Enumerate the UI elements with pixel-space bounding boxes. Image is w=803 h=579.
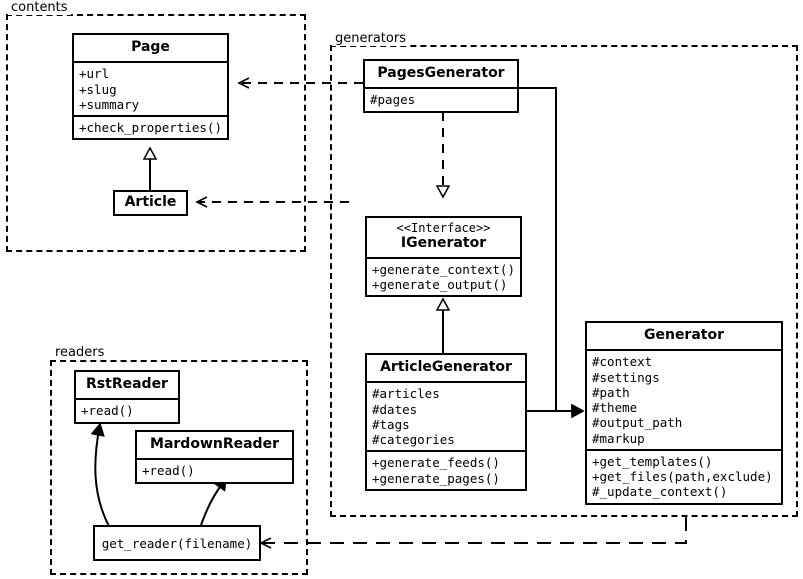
attribute: #articles [372,386,440,402]
attribute: #categories [372,432,455,448]
method: +check_properties() [79,120,222,136]
class-page[interactable] [72,33,229,140]
method: +get_files(path,exclude) [592,469,773,485]
package-contents-label: contents [8,0,71,15]
method: #_update_context() [592,484,728,500]
class-page-attributes [74,61,227,115]
class-igenerator[interactable] [365,216,522,297]
class-article-generator-title: ArticleGenerator [380,359,512,375]
package-readers-label: readers [52,345,107,360]
method: +generate_output() [372,276,508,292]
class-generator-title: Generator [643,327,724,343]
class-rst-reader-title: RstReader [86,376,168,392]
class-article-generator-methods [367,450,525,489]
class-rst-reader[interactable] [74,370,180,424]
attribute: #dates [372,401,418,417]
class-page-title: Page [131,39,170,55]
attribute: #context [592,354,653,370]
class-mardown-reader[interactable] [135,430,294,484]
class-pages-generator-title: PagesGenerator [377,65,505,81]
class-igenerator-methods [367,257,520,296]
dependency-generator-get-reader [261,517,686,543]
class-mardown-reader-methods [137,458,292,481]
attribute: #tags [372,416,410,432]
class-pages-generator-attributes [365,87,517,110]
method: +generate_context() [372,261,515,277]
attribute: +summary [79,96,140,112]
function-get-reader-label: get_reader(filename) [101,535,253,551]
method: +get_templates() [592,453,713,469]
class-article-generator[interactable] [365,353,527,491]
attribute: +slug [79,81,117,97]
attribute: #theme [592,400,638,416]
class-article[interactable] [113,190,188,216]
class-rst-reader-methods [76,398,178,421]
package-generators-label: generators [332,31,409,46]
class-generator[interactable] [585,321,783,505]
method: +generate_pages() [372,470,500,486]
class-article-generator-attributes [367,381,525,450]
class-igenerator-title: IGenerator [400,235,487,252]
class-generator-methods [587,449,781,503]
function-get-reader[interactable] [93,525,261,561]
class-pages-generator[interactable] [363,59,519,113]
attribute: #markup [592,430,645,446]
attribute: #output_path [592,415,683,431]
attribute: #pages [370,92,416,108]
class-article-title: Article [124,194,177,210]
attribute: +url [79,66,110,82]
method: +generate_feeds() [372,455,500,471]
method: +read() [81,403,134,419]
class-mardown-reader-title: MardownReader [150,436,279,452]
class-page-methods [74,115,227,138]
attribute: #path [592,384,630,400]
class-generator-attributes [587,349,781,449]
attribute: #settings [592,369,660,385]
method: +read() [142,463,195,479]
class-igenerator-stereotype: <<Interface>> [396,221,491,235]
